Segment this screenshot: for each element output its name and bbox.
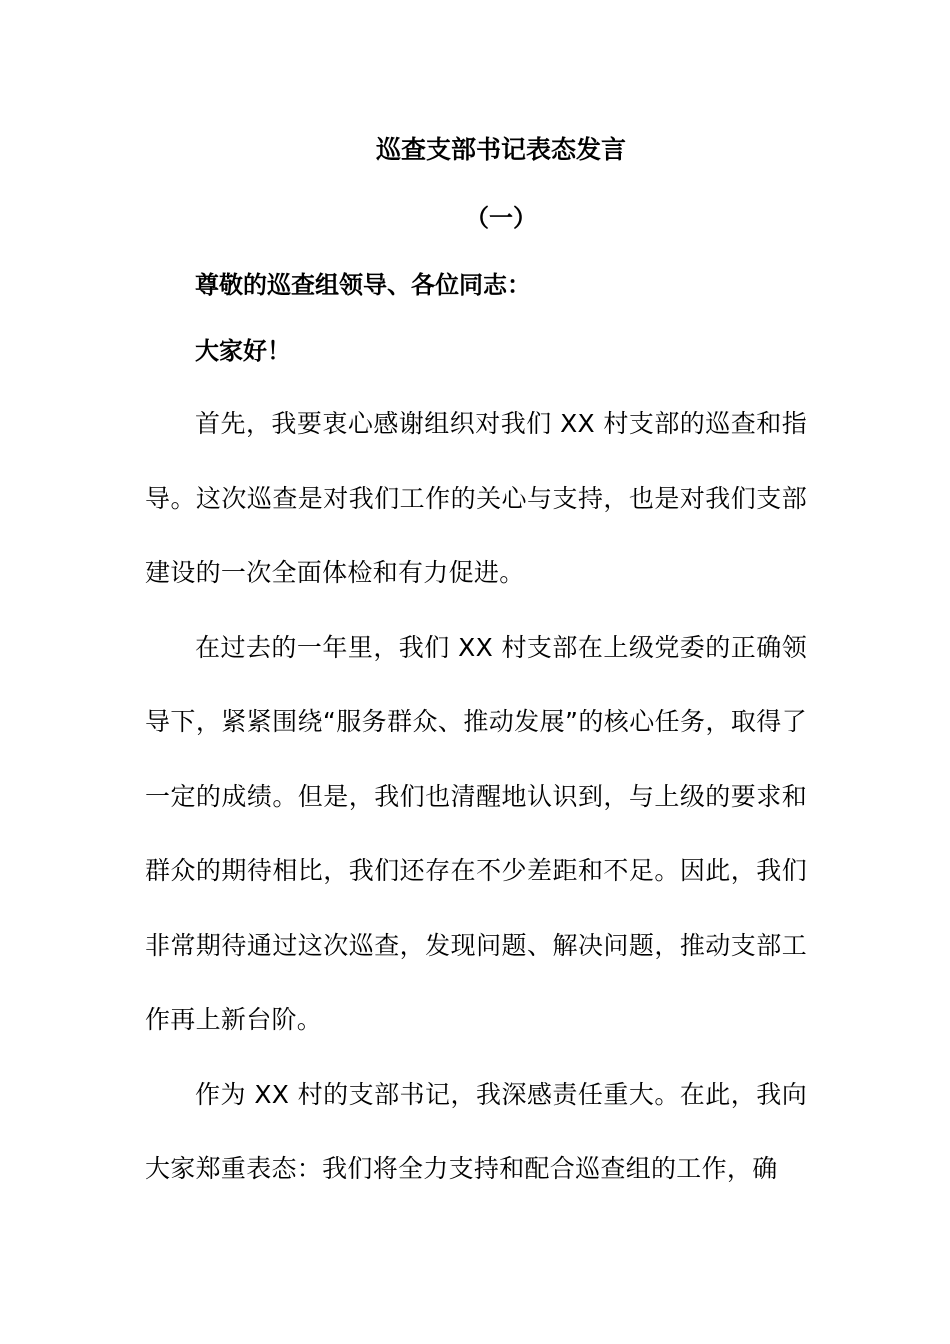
paragraph-commitment: 作为 XX 村的支部书记，我深感责任重大。在此，我向大家郑重表态：我们将全力支持和配合巡查组的工作，确 bbox=[145, 1079, 807, 1183]
document-body bbox=[145, 128, 807, 1207]
paragraph-past-year: 在过去的一年里，我们 XX 村支部在上级党委的正确领导下，紧紧围绕“服务群众、推动发展”的核心任务，取得了一定的成绩。但是，我们也清醒地认识到，与上级的要求和群众的期待相比，我们还存在不少差距和不足。因此，我们非常期待通过这次巡查，发现问题、解决问题，推动支部工作再上新台阶。 bbox=[145, 632, 807, 1034]
document-title: 巡查支部书记表态发言 bbox=[375, 135, 626, 164]
salutation: 尊敬的巡查组领导、各位同志： bbox=[195, 271, 531, 299]
section-number: （一） bbox=[465, 204, 537, 232]
paragraph-thanks: 首先，我要衷心感谢组织对我们 XX 村支部的巡查和指导。这次巡查是对我们工作的关心与支持，也是对我们支部建设的一次全面体检和有力促进。 bbox=[145, 409, 807, 587]
greeting: 大家好！ bbox=[195, 337, 291, 365]
